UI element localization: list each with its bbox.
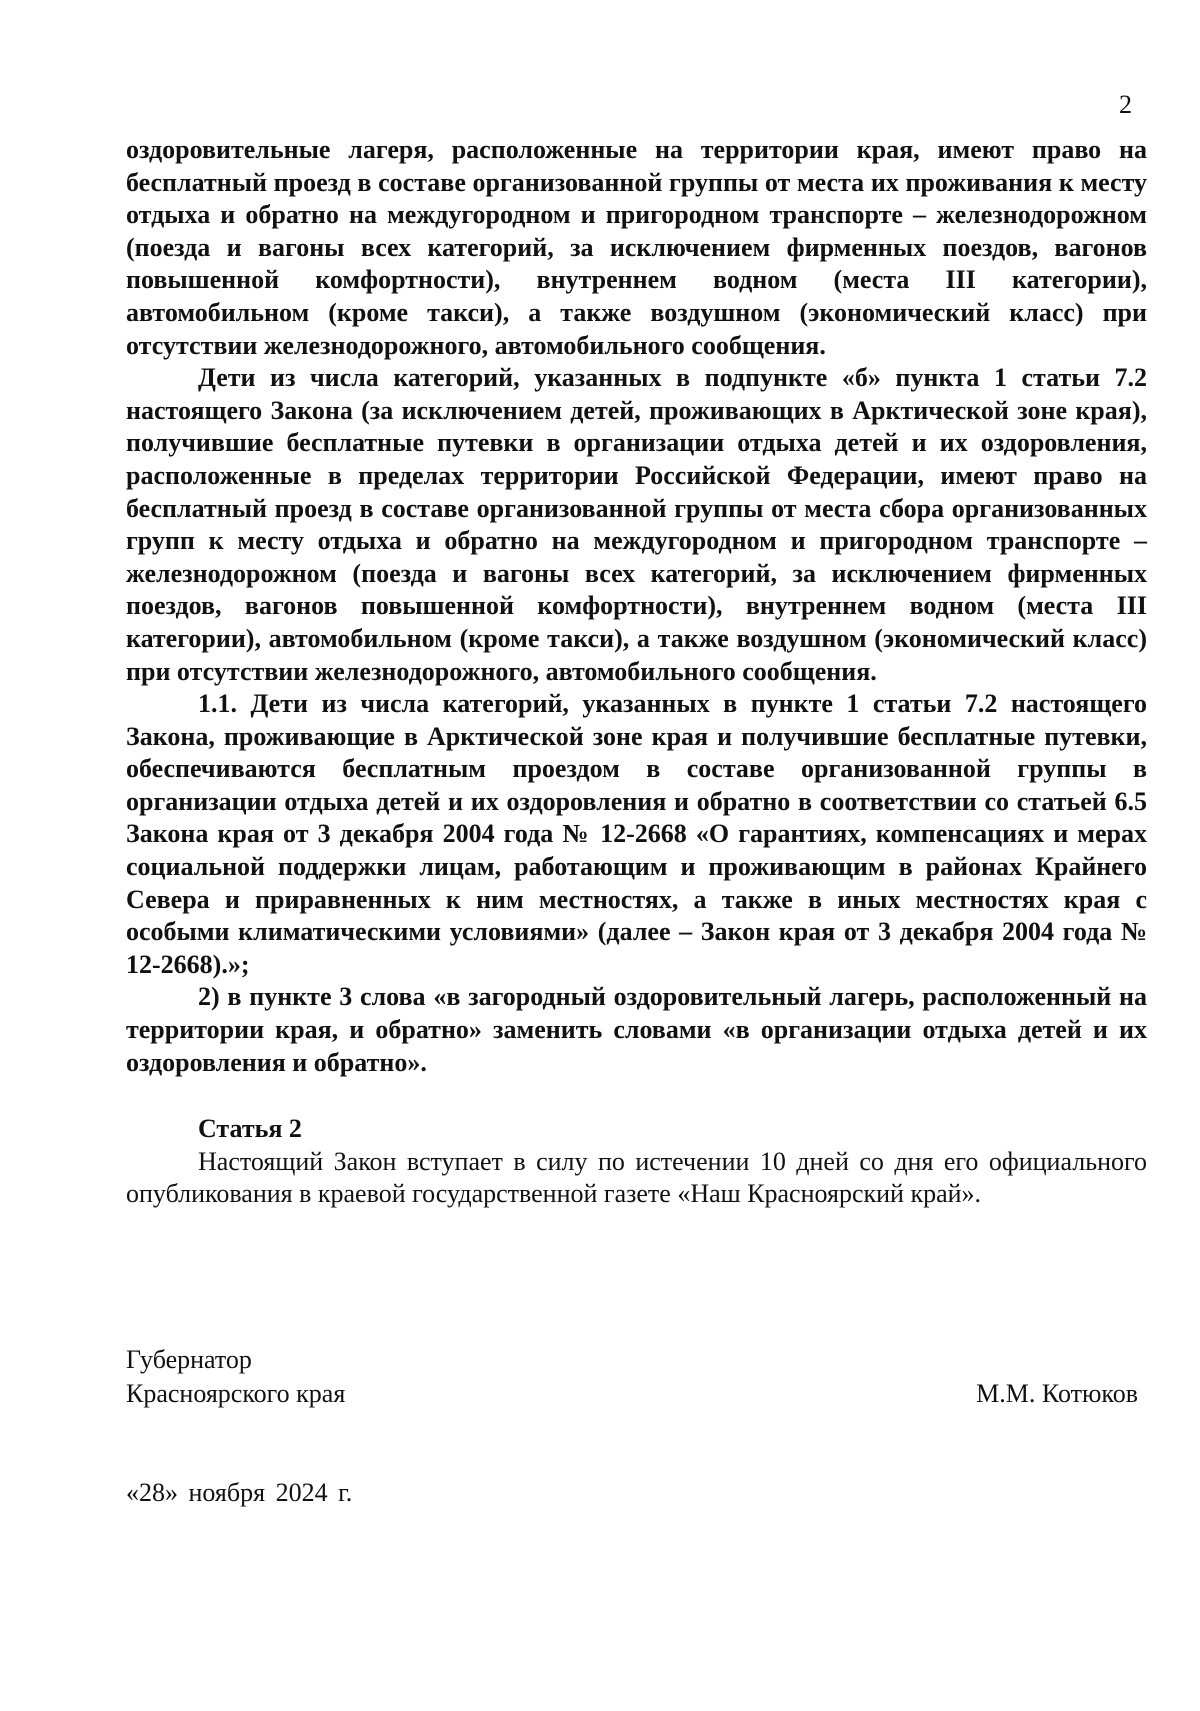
article-2-title: Статья 2 [198,1114,302,1144]
signature-position-line2: Красноярского края [126,1379,346,1408]
signatory-name: М.М. Котюков [976,1379,1138,1408]
signature-block [126,1343,1138,1411]
document-body [126,134,1147,1211]
paragraph-children-categories: Дети из числа категорий, указанных в подпункте «б» пункта 1 статьи 7.2 настоящего Закона (за исключением детей, проживающих в Арктической зоне края), получившие бесплатные путевки в организации отдыха детей и их оздоровления, расположенные в пределах территории Российской Федерации, имеют право на бесплатный проезд в составе организованной группы от места сбора организованных групп к месту отдыха и обратно на междугородном и пригородном транспорте – железнодорожном (поезда и вагоны всех категорий, за исключением фирменных поездов, вагонов повышенной комфортности), внутреннем водном (места III категории), автомобильном (кроме такси), а также воздушном (экономический класс) при отсутствии железнодорожного, автомобильного сообщения. [126,363,1147,686]
signature-line [126,1377,1138,1411]
signature-position-line1: Губернатор [126,1345,252,1374]
paragraph-1-1: 1.1. Дети из числа категорий, указанных в пункте 1 статьи 7.2 настоящего Закона, проживающие в Арктической зоне края и получившие бесплатные путевки, обеспечиваются бесплатным проездом в составе организованной группы в организации отдыха детей и их оздоровления и обратно в соответствии со статьей 6.5 Закона края от 3 декабря 2004 года № 12-2668 «О гарантиях, компенсациях и мерах социальной поддержки лицам, работающим и проживающим в районах Крайнего Севера и приравненных к ним местностях, а также в иных местностях края с особыми климатическими условиями» (далее – Закон края от 3 декабря 2004 года № 12-2668).»; [126,689,1147,979]
paragraph-continuation: оздоровительные лагеря, расположенные на территории края, имеют право на бесплатный проезд в составе организованной группы от места их проживания к месту отдыха и обратно на междугородном и пригородном транспорте – железнодорожном (поезда и вагоны всех категорий, за исключением фирменных поездов, вагонов повышенной комфортности), внутреннем водном (места III категории), автомобильном (кроме такси), а также воздушном (экономический класс) при отсутствии железнодорожного, автомобильного сообщения. [126,135,1147,360]
document-date: «28» ноября 2024 г. [126,1478,353,1507]
paragraph-point-2: 2) в пункте 3 слова «в загородный оздоровительный лагерь, расположенный на территории края, и обратно» заменить словами «в организации отдыха детей и их оздоровления и обратно». [126,982,1147,1077]
article-2-text: Настоящий Закон вступает в силу по истечении 10 дней со дня его официального опубликования в краевой государственной газете «Наш Красноярский край». [126,1146,1147,1209]
page-number: 2 [1119,90,1132,119]
